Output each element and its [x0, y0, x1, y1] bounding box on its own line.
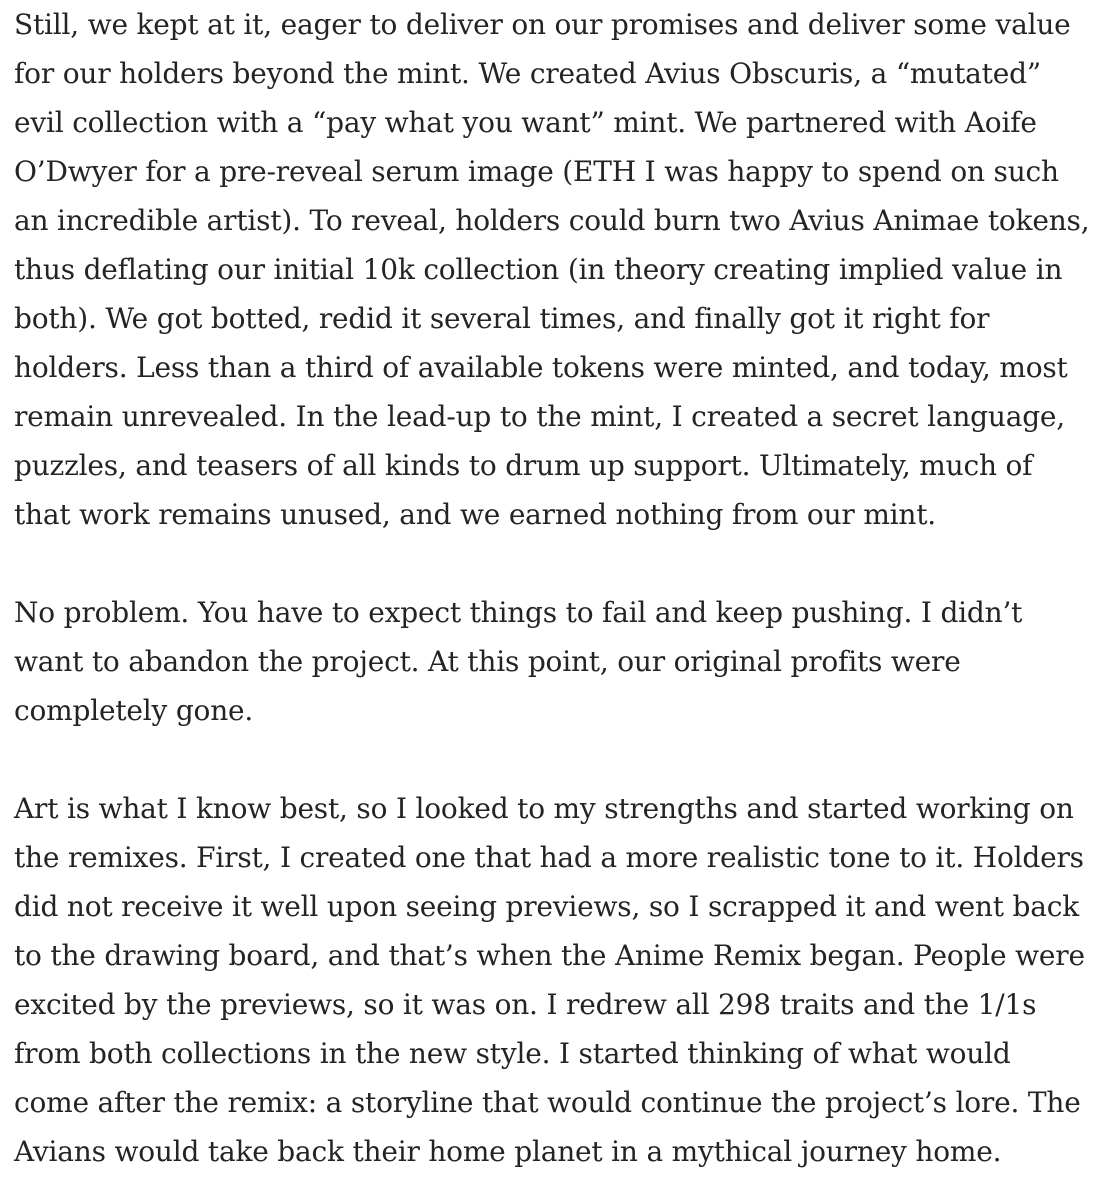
paragraph-no-problem: No problem. You have to expect things to fail and keep pushing. I didn’t want to abandon the project. At this point, our original profits were completely gone.: [14, 596, 1023, 727]
paragraph-avius-obscuris: Still, we kept at it, eager to deliver on our promises and deliver some value for our holders beyond the mint. We created Avius Obscuris, a “mutated” evil collection with a “pay what you want” mint. We partnered with Aoife O’Dwyer for a pre-reveal serum image (ETH I was happy to spend on such an incredible artist). To reveal, holders could burn two Avius Animae tokens, thus deflating our initial 10k collection (in theory creating implied value in both). We got botted, redid it several times, and finally got it right for holders. Less than a third of available tokens were minted, and today, most remain unrevealed. In the lead-up to the mint, I created a secret language, puzzles, and teasers of all kinds to drum up support. Ultimately, much of that work remains unused, and we earned nothing from our mint.: [14, 8, 1090, 531]
article-body: [14, 0, 1094, 1176]
paragraph-anime-remix: Art is what I know best, so I looked to my strengths and started working on the remixes. First, I created one that had a more realistic tone to it. Holders did not receive it well upon seeing previews, so I scrapped it and went back to the drawing board, and that’s when the Anime Remix began. People were excited by the previews, so it was on. I redrew all 298 traits and the 1/1s from both collections in the new style. I started thinking of what would come after the remix: a storyline that would continue the project’s lore. The Avians would take back their home planet in a mythical journey home.: [14, 792, 1085, 1168]
